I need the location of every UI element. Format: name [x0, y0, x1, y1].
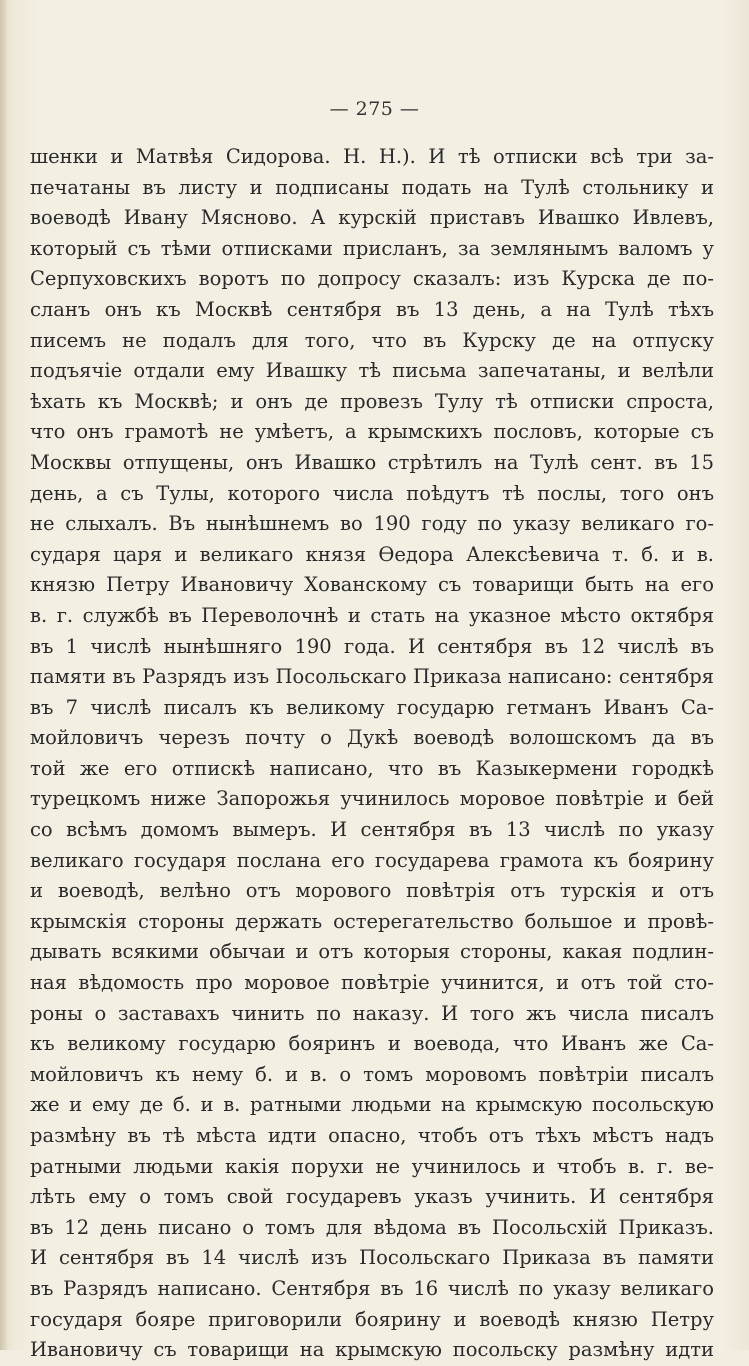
- text-line: не слыхалъ. Въ нынѣшнемъ во 190 году по указу великаго го-: [30, 512, 714, 536]
- text-line: ратными людьми какія порухи не учинилось и чтобъ в. г. ве-: [30, 1154, 714, 1178]
- text-line: Москвы отпущены, онъ Ивашко стрѣтилъ на Тулѣ сент. въ 15: [30, 450, 714, 474]
- text-line: великаго государя послана его государева грамота къ боярину: [30, 848, 714, 872]
- text-line: писемъ не подалъ для того, что въ Курску де на отпуску: [30, 328, 714, 352]
- text-line: ѣхать къ Москвѣ; и онъ де провезъ Тулу тѣ отписки спроста,: [30, 389, 714, 413]
- text-line: который съ тѣми отписками присланъ, за землянымъ валомъ у: [30, 236, 714, 260]
- text-line: дывать всякими обычаи и отъ которыя стороны, какая подлин-: [30, 940, 714, 964]
- text-line: крымскія стороны держать остерегательство большое и провѣ-: [30, 909, 714, 933]
- text-line: размѣну въ тѣ мѣста идти опасно, чтобъ отъ тѣхъ мѣстъ надъ: [30, 1124, 714, 1147]
- text-line: день, а съ Тулы, которого числа поѣдутъ тѣ послы, того онъ: [30, 481, 714, 505]
- text-line: со всѣмъ домомъ вымеръ. И сентября въ 13 числѣ по указу: [30, 818, 714, 842]
- text-line: въ Разрядъ написано. Сентября въ 16 числѣ по указу великаго: [30, 1276, 714, 1300]
- page-gutter-shadow: [0, 0, 8, 1350]
- text-line: Серпуховскихъ воротъ по допросу сказалъ: изъ Курска де по-: [30, 267, 714, 291]
- text-line: мойловичъ къ нему б. и в. о томъ моровомъ повѣтріи писалъ: [30, 1062, 714, 1086]
- text-line: Ивановичу съ товарищи на крымскую посольску размѣну идти: [30, 1338, 714, 1362]
- text-line: въ 7 числѣ писалъ къ великому государю гетманъ Иванъ Са-: [30, 695, 714, 719]
- text-line: и воеводѣ, велѣно отъ морового повѣтрія отъ турскія и отъ: [30, 879, 714, 903]
- text-line: памяти въ Разрядъ изъ Посольскаго Приказа написано: сентября: [30, 665, 714, 689]
- text-line: воеводѣ Ивану Мясново. А курскій приставъ Ивашко Ивлевъ,: [30, 206, 714, 230]
- text-line: князю Петру Ивановичу Хованскому съ товарищи быть на его: [30, 573, 714, 597]
- text-line: въ 1 числѣ нынѣшняго 190 года. И сентября въ 12 числѣ въ: [30, 634, 714, 658]
- text-line: И сентября въ 14 числѣ изъ Посольскаго Приказа въ памяти: [30, 1246, 714, 1270]
- text-line: печатаны въ листу и подписаны подать на Тулѣ стольнику и: [30, 175, 714, 199]
- text-line: лѣть ему о томъ свой государевъ указъ учинить. И сентября: [30, 1185, 714, 1209]
- text-line: той же его отпискѣ написано, что въ Казыкермени городкѣ: [30, 756, 714, 780]
- text-line: къ великому государю бояринъ и воевода, что Иванъ же Са-: [30, 1032, 714, 1056]
- text-line: турецкомъ ниже Запорожья учинилось моровое повѣтріе и бей: [30, 787, 714, 811]
- text-line: сударя царя и великаго князя Ѳедора Алексѣевича т. б. и в.: [30, 542, 714, 566]
- body-text: [30, 142, 714, 1366]
- text-line: роны о заставахъ чинить по наказу. И того жъ числа писалъ: [30, 1001, 714, 1025]
- text-line: же и ему де б. и в. ратными людьми на крымскую посольскую: [30, 1093, 714, 1117]
- text-line: въ 12 день писано о томъ для вѣдома въ Посольсхій Приказъ.: [30, 1215, 714, 1239]
- text-line: подъячіе отдали ему Ивашку тѣ письма запечатаны, и велѣли: [30, 359, 714, 383]
- page-number: — 275 —: [329, 98, 420, 120]
- text-line: шенки и Матвѣя Сидорова. Н. Н.). И тѣ отписки всѣ три за-: [30, 145, 714, 168]
- text-line: что онъ грамотѣ не умѣетъ, а крымскихъ пословъ, которые съ: [30, 420, 714, 444]
- text-line: сланъ онъ къ Москвѣ сентября въ 13 день, а на Тулѣ тѣхъ: [30, 297, 714, 321]
- text-line: государя бояре приговорили боярину и воеводѣ князю Петру: [30, 1307, 714, 1331]
- text-line: ная вѣдомость про моровое повѣтріе учинится, и отъ той сто-: [30, 971, 714, 995]
- text-line: мойловичъ черезъ почту о Дукѣ воеводѣ волошскомъ да въ: [30, 726, 714, 750]
- text-line: в. г. службѣ въ Переволочнѣ и стать на указное мѣсто октября: [30, 603, 714, 627]
